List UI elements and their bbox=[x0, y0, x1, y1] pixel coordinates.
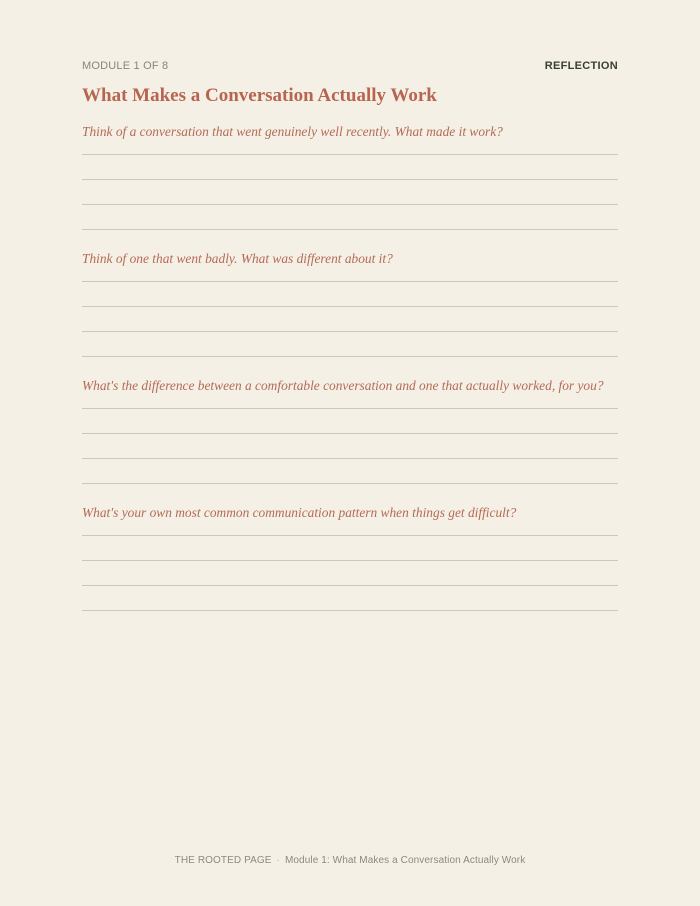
answer-line[interactable] bbox=[82, 610, 618, 611]
footer-brand: THE ROOTED PAGE bbox=[174, 855, 272, 866]
answer-line[interactable] bbox=[82, 408, 618, 409]
page-footer bbox=[0, 855, 700, 866]
prompt-block-4 bbox=[82, 505, 618, 521]
footer-separator: · bbox=[276, 855, 280, 866]
answer-line[interactable] bbox=[82, 585, 618, 586]
answer-line[interactable] bbox=[82, 331, 618, 332]
answer-line[interactable] bbox=[82, 229, 618, 230]
footer-page-label: Module 1: What Makes a Conversation Actually Work bbox=[284, 855, 526, 866]
prompt-text: What's the difference between a comfortable conversation and one that actually worked, for you? bbox=[82, 378, 604, 393]
answer-line[interactable] bbox=[82, 433, 618, 434]
answer-line[interactable] bbox=[82, 560, 618, 561]
answer-line[interactable] bbox=[82, 281, 618, 282]
prompt-block-3 bbox=[82, 378, 618, 394]
answer-line[interactable] bbox=[82, 458, 618, 459]
answer-line[interactable] bbox=[82, 483, 618, 484]
prompt-block-2 bbox=[82, 251, 618, 267]
prompt-text: What's your own most common communication pattern when things get difficult? bbox=[82, 505, 517, 520]
answer-line[interactable] bbox=[82, 179, 618, 180]
answer-line[interactable] bbox=[82, 306, 618, 307]
worksheet-page bbox=[82, 0, 618, 906]
prompt-text: Think of a conversation that went genuinely well recently. What made it work? bbox=[82, 124, 503, 139]
prompt-block-1 bbox=[82, 124, 618, 140]
prompt-text: Think of one that went badly. What was different about it? bbox=[82, 251, 393, 266]
answer-line[interactable] bbox=[82, 356, 618, 357]
page-header bbox=[82, 60, 618, 74]
answer-line[interactable] bbox=[82, 204, 618, 205]
answer-line[interactable] bbox=[82, 154, 618, 155]
page-title: What Makes a Conversation Actually Work bbox=[82, 85, 437, 106]
section-label: REFLECTION bbox=[544, 60, 618, 72]
module-label: MODULE 1 OF 8 bbox=[82, 60, 169, 72]
answer-line[interactable] bbox=[82, 535, 618, 536]
